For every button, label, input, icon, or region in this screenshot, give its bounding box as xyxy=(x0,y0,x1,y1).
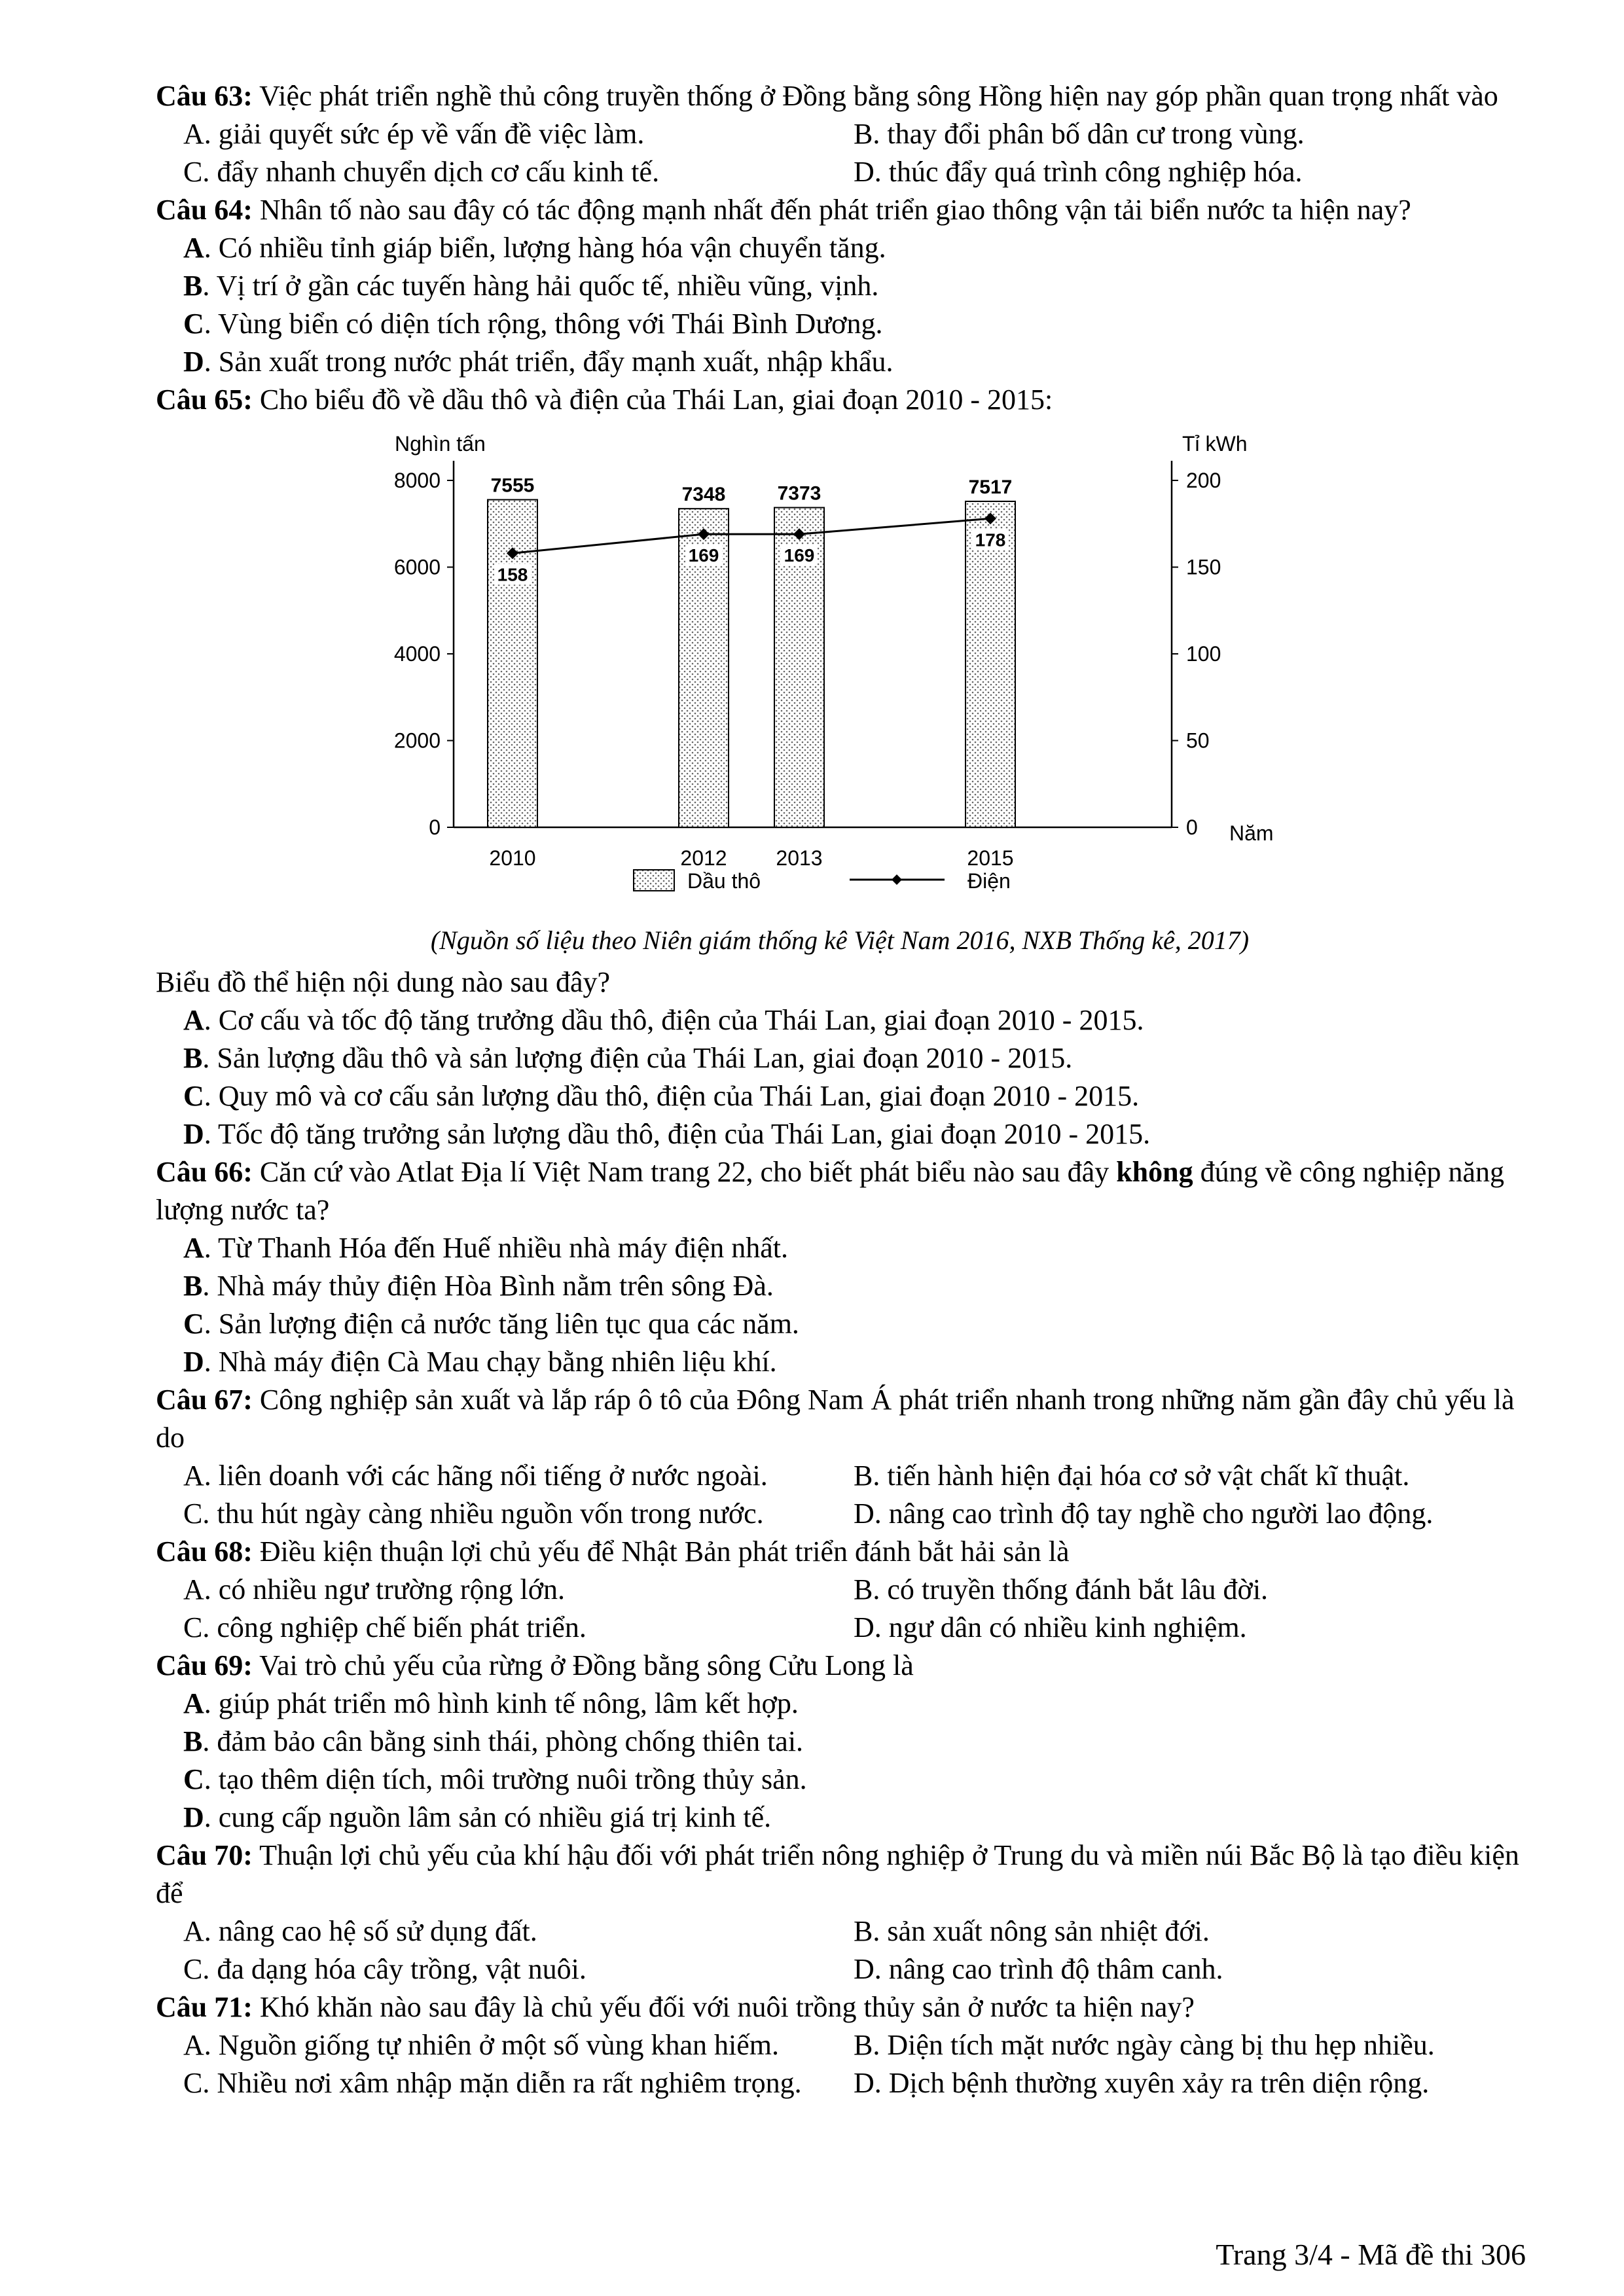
option-d xyxy=(156,1799,1524,1837)
options-row xyxy=(156,1609,1524,1647)
option-key: C xyxy=(183,156,203,188)
question-67 xyxy=(156,1381,1524,1457)
y-left-tick-label: 0 xyxy=(429,816,441,839)
question-number: Câu 69: xyxy=(156,1649,253,1681)
question-stem: Khó khăn nào sau đây là chủ yếu đối với nuôi trồng thủy sản ở nước ta hiện nay? xyxy=(252,1991,1195,2023)
option-text: . Nhiều nơi xâm nhập mặn diễn ra rất nghiêm trọng. xyxy=(202,2067,802,2099)
option-c xyxy=(156,1077,1524,1115)
question-number: Câu 71: xyxy=(156,1991,253,2023)
option-text: . Vùng biển có diện tích rộng, thông với Thái Bình Dương. xyxy=(204,308,883,340)
options-row xyxy=(156,2026,1524,2064)
point-value-label: 158 xyxy=(497,564,528,585)
option-b xyxy=(854,1912,1524,1950)
option-key: A xyxy=(183,118,204,150)
option-key: D xyxy=(183,1801,204,1833)
option-text: . giải quyết sức ép về vấn đề việc làm. xyxy=(204,118,645,150)
option-a xyxy=(156,1001,1524,1039)
option-c xyxy=(183,2064,854,2102)
option-key: D xyxy=(854,1611,875,1643)
option-key: B xyxy=(183,1725,203,1757)
option-key: D xyxy=(183,346,204,378)
y-right-tick-label: 0 xyxy=(1186,816,1198,839)
legend-label-oil: Dầu thô xyxy=(687,869,761,893)
option-key: A xyxy=(183,1004,204,1036)
option-text: . Sản xuất trong nước phát triển, đẩy mạnh xuất, nhập khẩu. xyxy=(204,346,893,378)
option-a xyxy=(156,1229,1524,1267)
point-value-label: 169 xyxy=(688,545,719,566)
option-text: . Nhà máy thủy điện Hòa Bình nằm trên sông Đà. xyxy=(202,1270,774,1302)
options-row xyxy=(156,153,1524,191)
chart-container xyxy=(156,422,1524,912)
question-number: Câu 70: xyxy=(156,1839,253,1871)
bar-value-label: 7348 xyxy=(681,484,726,506)
option-key: A xyxy=(183,232,204,264)
option-key: B xyxy=(854,1915,873,1947)
y-right-tick-label: 150 xyxy=(1186,555,1221,579)
option-text: . Quy mô và cơ cấu sản lượng dầu thô, điện của Thái Lan, giai đoạn 2010 - 2015. xyxy=(204,1080,1140,1112)
option-text: . Có nhiều tỉnh giáp biển, lượng hàng hóa vận chuyển tăng. xyxy=(204,232,886,264)
option-text: . liên doanh với các hãng nổi tiếng ở nước ngoài. xyxy=(204,1460,768,1492)
question-stem: Công nghiệp sản xuất và lắp ráp ô tô của Đông Nam Á phát triển nhanh trong những năm gần đây chủ yếu là do xyxy=(156,1384,1515,1454)
bar-value-label: 7373 xyxy=(777,482,821,505)
question-70 xyxy=(156,1837,1524,1912)
option-key: C xyxy=(183,2067,203,2099)
option-d xyxy=(854,153,1524,191)
option-c xyxy=(156,1305,1524,1343)
option-b xyxy=(854,1571,1524,1609)
option-key: C xyxy=(183,1953,203,1985)
option-a xyxy=(156,229,1524,267)
option-key: B xyxy=(183,270,203,302)
option-c xyxy=(183,153,854,191)
y-left-tick-label: 8000 xyxy=(393,469,441,492)
option-text: . có truyền thống đánh bắt lâu đời. xyxy=(873,1573,1269,1605)
option-b xyxy=(854,115,1524,153)
option-c xyxy=(156,305,1524,343)
option-text: . cung cấp nguồn lâm sản có nhiều giá trị kinh tế. xyxy=(204,1801,772,1833)
option-key: B xyxy=(854,1460,873,1492)
y-right-tick-label: 200 xyxy=(1186,469,1221,492)
chart-prompt: Biểu đồ thể hiện nội dung nào sau đây? xyxy=(156,966,611,998)
question-68 xyxy=(156,1533,1524,1571)
question-stem: Điều kiện thuận lợi chủ yếu để Nhật Bản phát triển đánh bắt hải sản là xyxy=(252,1535,1070,1568)
chart-source: (Nguồn số liệu theo Niên giám thống kê Việt Nam 2016, NXB Thống kê, 2017) xyxy=(430,925,1250,955)
option-d xyxy=(854,2064,1524,2102)
option-d xyxy=(854,1950,1524,1988)
option-key: A xyxy=(183,1573,204,1605)
option-key: B xyxy=(854,118,873,150)
x-tick-label: 2013 xyxy=(776,846,823,870)
option-key: D xyxy=(854,156,875,188)
option-text: . ngư dân có nhiều kinh nghiệm. xyxy=(874,1611,1247,1643)
question-stem: Nhân tố nào sau đây có tác động mạnh nhất đến phát triển giao thông vận tải biển nước ta hiện nay? xyxy=(252,194,1411,226)
option-text: . Tốc độ tăng trưởng sản lượng dầu thô, điện của Thái Lan, giai đoạn 2010 - 2015. xyxy=(204,1118,1151,1150)
y-left-axis-label: Nghìn tấn xyxy=(395,432,486,456)
option-text: . có nhiều ngư trường rộng lớn. xyxy=(204,1573,566,1605)
question-number: Câu 64: xyxy=(156,194,253,226)
question-stem: Cho biểu đồ về dầu thô và điện của Thái Lan, giai đoạn 2010 - 2015: xyxy=(252,384,1053,416)
option-key: C xyxy=(183,1763,204,1795)
options-row xyxy=(156,1457,1524,1495)
legend-swatch-oil xyxy=(634,870,674,891)
option-text: . giúp phát triển mô hình kinh tế nông, lâm kết hợp. xyxy=(204,1687,799,1719)
option-c xyxy=(183,1950,854,1988)
point-value-label: 178 xyxy=(975,529,1006,550)
option-b xyxy=(156,1039,1524,1077)
option-text: . thu hút ngày càng nhiều nguồn vốn trong nước. xyxy=(202,1498,764,1530)
option-key: D xyxy=(183,1346,204,1378)
option-key: A xyxy=(183,1232,204,1264)
y-right-axis-label: Tỉ kWh xyxy=(1182,432,1248,456)
option-key: A xyxy=(183,1460,204,1492)
option-d xyxy=(156,1343,1524,1381)
option-text: . công nghiệp chế biến phát triển. xyxy=(202,1611,586,1643)
option-text: . tạo thêm diện tích, môi trường nuôi trồng thủy sản. xyxy=(204,1763,807,1795)
page-footer: Trang 3/4 - Mã đề thi 306 xyxy=(1216,2238,1526,2271)
options-row xyxy=(156,1571,1524,1609)
option-text: . đa dạng hóa cây trồng, vật nuôi. xyxy=(202,1953,586,1985)
option-text: . Diện tích mặt nước ngày càng bị thu hẹp nhiều. xyxy=(873,2029,1435,2061)
option-text: . Cơ cấu và tốc độ tăng trưởng dầu thô, điện của Thái Lan, giai đoạn 2010 - 2015. xyxy=(204,1004,1144,1036)
legend-marker-electricity xyxy=(892,874,902,885)
option-key: C xyxy=(183,308,204,340)
option-text: . đảm bảo cân bằng sinh thái, phòng chống thiên tai. xyxy=(202,1725,804,1757)
option-c xyxy=(183,1495,854,1533)
x-tick-label: 2015 xyxy=(967,846,1014,870)
question-64 xyxy=(156,191,1524,229)
x-axis-label: Năm xyxy=(1229,821,1274,845)
question-number: Câu 65: xyxy=(156,384,253,416)
bar-oil xyxy=(965,501,1015,827)
option-text: . sản xuất nông sản nhiệt đới. xyxy=(873,1915,1210,1947)
option-key: C xyxy=(183,1611,203,1643)
option-a xyxy=(183,1912,854,1950)
option-key: A xyxy=(183,1687,204,1719)
option-text: . Vị trí ở gần các tuyến hàng hải quốc tế, nhiều vũng, vịnh. xyxy=(202,270,879,302)
option-key: D xyxy=(854,2067,875,2099)
question-stem: Vai trò chủ yếu của rừng ở Đồng bằng sông Cửu Long là xyxy=(252,1649,914,1681)
option-key: B xyxy=(854,1573,873,1605)
question-stem: Căn cứ vào Atlat Địa lí Việt Nam trang 22, cho biết phát biểu nào sau đây xyxy=(252,1156,1117,1188)
option-key: D xyxy=(854,1498,875,1530)
question-63 xyxy=(156,77,1524,115)
option-a xyxy=(183,1571,854,1609)
option-text: . nâng cao hệ số sử dụng đất. xyxy=(204,1915,537,1947)
option-text: . Nhà máy điện Cà Mau chạy bằng nhiên liệu khí. xyxy=(204,1346,777,1378)
option-text: . Sản lượng dầu thô và sản lượng điện của Thái Lan, giai đoạn 2010 - 2015. xyxy=(202,1042,1073,1074)
option-d xyxy=(156,343,1524,381)
option-key: A xyxy=(183,1915,204,1947)
option-text: . Sản lượng điện cả nước tăng liên tục qua các năm. xyxy=(204,1308,799,1340)
option-c xyxy=(183,1609,854,1647)
legend-label-electricity: Điện xyxy=(967,869,1011,893)
question-number: Câu 66: xyxy=(156,1156,253,1188)
question-69 xyxy=(156,1647,1524,1685)
option-a xyxy=(183,1457,854,1495)
option-b xyxy=(854,1457,1524,1495)
option-key: D xyxy=(854,1953,875,1985)
option-d xyxy=(156,1115,1524,1153)
x-tick-label: 2010 xyxy=(489,846,536,870)
option-key: B xyxy=(854,2029,873,2061)
option-key: A xyxy=(183,2029,204,2061)
combo-chart xyxy=(372,422,1321,912)
option-b xyxy=(854,2026,1524,2064)
question-number: Câu 63: xyxy=(156,80,253,112)
options-row xyxy=(156,2064,1524,2102)
option-b xyxy=(156,267,1524,305)
question-stem: đúng về công nghiệp năng lượng nước ta? xyxy=(156,1156,1504,1226)
question-number: Câu 68: xyxy=(156,1535,253,1568)
option-b xyxy=(156,1723,1524,1761)
option-text: . đẩy nhanh chuyển dịch cơ cấu kinh tế. xyxy=(202,156,660,188)
option-text: . nâng cao trình độ tay nghề cho người lao động. xyxy=(874,1498,1434,1530)
option-text: . thay đổi phân bố dân cư trong vùng. xyxy=(873,118,1305,150)
question-65 xyxy=(156,381,1524,419)
option-a xyxy=(183,2026,854,2064)
question-number: Câu 67: xyxy=(156,1384,253,1416)
options-row xyxy=(156,1950,1524,1988)
question-stem: Thuận lợi chủ yếu của khí hậu đối với phát triển nông nghiệp ở Trung du và miền núi Bắc Bộ là tạo điều kiện để xyxy=(156,1839,1519,1909)
options-row xyxy=(156,1912,1524,1950)
option-c xyxy=(156,1761,1524,1799)
option-a xyxy=(156,1685,1524,1723)
option-b xyxy=(156,1267,1524,1305)
line-electricity xyxy=(513,518,990,553)
question-66 xyxy=(156,1153,1524,1229)
option-d xyxy=(854,1609,1524,1647)
option-text: . tiến hành hiện đại hóa cơ sở vật chất kĩ thuật. xyxy=(873,1460,1410,1492)
option-key: B xyxy=(183,1270,203,1302)
y-right-tick-label: 100 xyxy=(1186,642,1221,666)
y-right-tick-label: 50 xyxy=(1186,728,1210,753)
option-key: C xyxy=(183,1498,203,1530)
option-text: . thúc đẩy quá trình công nghiệp hóa. xyxy=(874,156,1303,188)
option-text: . nâng cao trình độ thâm canh. xyxy=(874,1953,1223,1985)
question-stem-emphasis: không xyxy=(1116,1156,1193,1188)
options-row xyxy=(156,115,1524,153)
option-a xyxy=(183,115,854,153)
content xyxy=(156,77,1524,2102)
option-text: . Từ Thanh Hóa đến Huế nhiều nhà máy điện nhất. xyxy=(204,1232,789,1264)
bar-value-label: 7517 xyxy=(968,476,1013,498)
y-left-tick-label: 6000 xyxy=(393,555,441,579)
question-stem: Việc phát triển nghề thủ công truyền thống ở Đồng bằng sông Hồng hiện nay góp phần quan trọng nhất vào xyxy=(252,80,1498,112)
option-key: D xyxy=(183,1118,204,1150)
option-key: C xyxy=(183,1308,204,1340)
option-key: C xyxy=(183,1080,204,1112)
question-71 xyxy=(156,1988,1524,2026)
point-value-label: 169 xyxy=(784,545,815,566)
option-text: . Nguồn giống tự nhiên ở một số vùng khan hiếm. xyxy=(204,2029,779,2061)
bar-value-label: 7555 xyxy=(490,475,535,497)
y-left-tick-label: 2000 xyxy=(393,728,441,753)
option-d xyxy=(854,1495,1524,1533)
x-tick-label: 2012 xyxy=(680,846,727,870)
option-text: . Dịch bệnh thường xuyên xảy ra trên diện rộng. xyxy=(874,2067,1430,2099)
options-row xyxy=(156,1495,1524,1533)
option-key: B xyxy=(183,1042,203,1074)
y-left-tick-label: 4000 xyxy=(393,642,441,666)
